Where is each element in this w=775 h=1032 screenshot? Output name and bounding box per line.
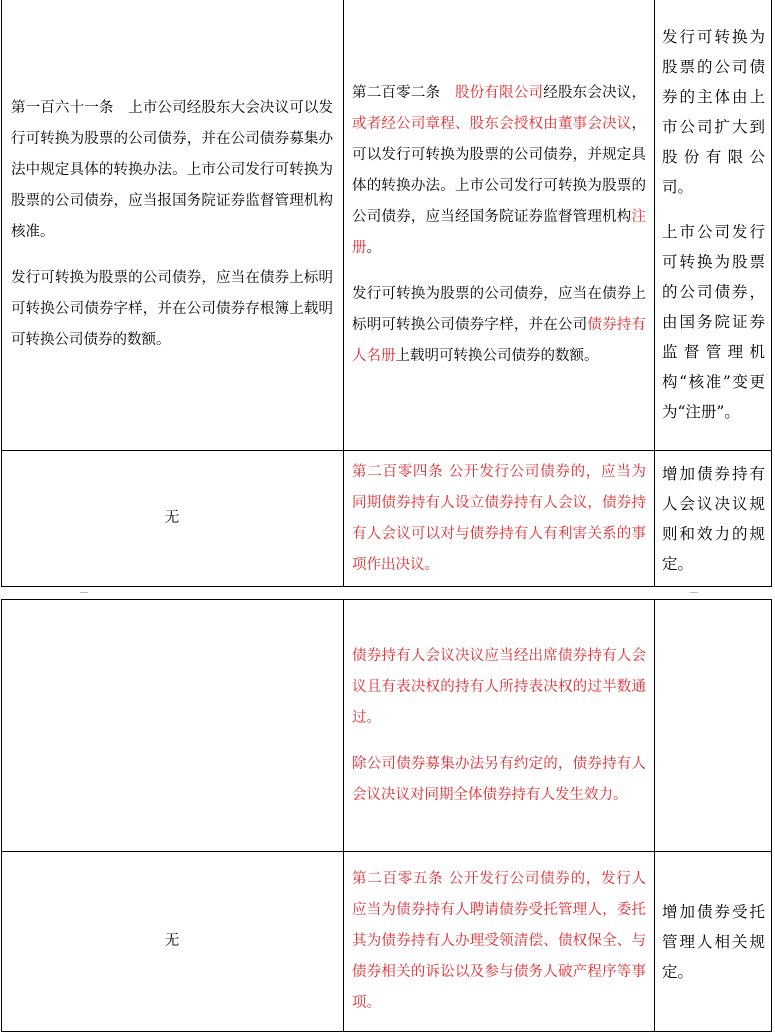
- table-row: [2, 451, 772, 587]
- note-cell: [655, 451, 772, 587]
- text-segment: 上载明可转换公司债券的数额。: [395, 347, 599, 364]
- note-text: 增加债券持有人会议决议规则和效力的规定。: [662, 464, 765, 573]
- text-segment: ，可以发行可转换为股票的公司债券，并规定具体的转换办法。上市公司发行可转换为股票的公司债券，应当经国务院证券监督管理机构: [352, 115, 646, 225]
- changed-text: 股份有限公司: [454, 84, 544, 101]
- new-article-205: 第二百零五条 公开发行公司债券的，发行人应当为债券持有人聘请债券受托管理人，委托其为债券持有人办理受领清偿、债权保全、与债券相关的诉讼以及参与债务人破产程序等事项。: [352, 871, 646, 1011]
- old-article-161-p2: 发行可转换为股票的公司债券，应当在债券上标明可转换公司债券字样，并在公司债券存根簿上载明可转换公司债券的数额。: [11, 270, 333, 348]
- new-law-cell: [344, 600, 655, 852]
- new-law-cell: [344, 852, 655, 1032]
- page-divider-mark: [80, 592, 88, 593]
- note-text: 增加债券受托管理人相关规定。: [662, 902, 765, 981]
- old-law-cell: [2, 852, 344, 1032]
- new-article-202-p2: [352, 279, 646, 372]
- comparison-table-page1: [1, 0, 772, 587]
- old-law-cell: [2, 600, 344, 852]
- old-law-cell: [2, 451, 344, 587]
- page-divider-mark: [690, 592, 698, 593]
- new-article-204-p2: 债券持有人会议决议应当经出席债券持有人会议且有表决权的持有人所持表决权的过半数通过。: [352, 647, 646, 726]
- new-law-cell: [344, 451, 655, 587]
- new-article-204: 第二百零四条 公开发行公司债券的，应当为同期债券持有人设立债券持有人会议，债券持有人会议可以对与债券持有人有利害关系的事项作出决议。: [352, 463, 646, 573]
- comparison-table-page2: [1, 599, 772, 1032]
- new-article-204-p3: 除公司债券募集办法另有约定的，债券持有人会议决议对同期全体债券持有人发生效力。: [352, 755, 646, 803]
- note-cell: [655, 0, 772, 451]
- changed-text: 债券持有人名册: [352, 316, 647, 364]
- changed-text: 注册: [352, 208, 646, 256]
- note-p1: 发行可转换为股票的公司债券的主体由上市公司扩大到股份有限公司。: [662, 28, 765, 196]
- old-law-cell: [2, 0, 344, 451]
- table-row: [2, 600, 772, 852]
- text-segment: 。: [366, 239, 381, 256]
- note-cell: [655, 852, 772, 1032]
- old-article-161-p1: 第一百六十一条 上市公司经股东大会决议可以发行可转换为股票的公司债券，并在公司债券募集办法中规定具体的转换办法。上市公司发行可转换为股票的公司债券，应当报国务院证券监督管理机构核准。: [11, 100, 333, 240]
- none-text: 无: [164, 933, 180, 949]
- table-row: [2, 0, 772, 451]
- new-article-202-p1: [352, 78, 646, 264]
- text-segment: 经股东会决议，: [543, 84, 647, 101]
- page-break: [0, 587, 775, 599]
- none-text: 无: [164, 510, 180, 526]
- text-segment: 发行可转换为股票的公司债券，应当在债券上标明可转换公司债券字样，并在公司: [352, 285, 646, 333]
- changed-text: 或者经公司章程、股东会授权由董事会决议: [352, 115, 632, 132]
- note-cell: [655, 600, 772, 852]
- note-p2: 上市公司发行可转换为股票的公司债券，由国务院证券监督管理机构“核准”变更为“注册”。: [662, 223, 765, 421]
- new-law-cell: [344, 0, 655, 451]
- table-row: [2, 852, 772, 1032]
- article-number: 第二百零二条: [352, 84, 455, 101]
